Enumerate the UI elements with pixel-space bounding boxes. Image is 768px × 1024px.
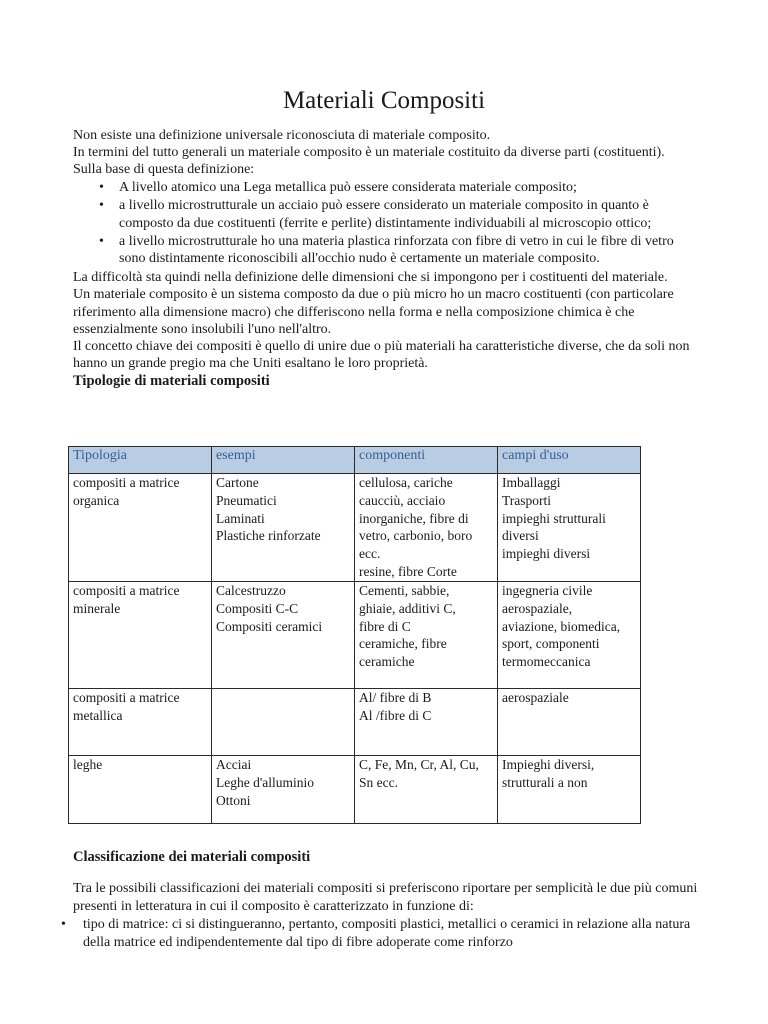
- table-header-campi: campi d'uso: [498, 447, 641, 474]
- cell-line: Al/ fibre di B: [359, 690, 432, 705]
- classification-bullet-1: • tipo di matrice: ci si distingueranno, pertanto, compositi plastici, metallici o ceramici in relazione alla natura della matrice ed indipendentemente dal tipo di fibre adoperate come rinforzo: [61, 916, 703, 952]
- cell-line: compositi a matrice: [73, 583, 180, 598]
- cell-line: C, Fe, Mn, Cr, Al, Cu,: [359, 757, 479, 772]
- table-header-componenti: componenti: [355, 447, 498, 474]
- intro-paragraph-4: La difficoltà sta quindi nella definizione delle dimensioni che si impongono per i costituenti del materiale.: [73, 270, 668, 286]
- cell-line: Sn ecc.: [359, 774, 398, 790]
- cell-componenti: [355, 474, 498, 582]
- cell-componenti: [355, 582, 498, 689]
- cell-line: cellulosa, cariche: [359, 475, 453, 490]
- cell-line: Al /fibre di C: [359, 707, 432, 723]
- table-row: [69, 474, 641, 582]
- classification-paragraph: Tra le possibili classificazioni dei materiali compositi si preferiscono riportare per semplicità le due più comuni presenti in letteratura in cui il composito è caratterizzato in funzione di:: [73, 881, 698, 914]
- intro-section: [73, 127, 698, 390]
- cell-line: impieghi strutturali: [502, 510, 606, 526]
- cell-line: Ottoni: [216, 792, 251, 808]
- cell-line: Imballaggi: [502, 475, 561, 490]
- cell-line: Plastiche rinforzate: [216, 528, 321, 544]
- cell-line: ceramiche: [359, 654, 415, 670]
- cell-line: sport, componenti: [502, 636, 600, 652]
- composites-table: [68, 446, 641, 824]
- intro-bullet-list: [73, 179, 698, 268]
- cell-line: aviazione, biomedica,: [502, 618, 621, 634]
- cell-line: Trasporti: [502, 492, 552, 508]
- cell-tipologia: [69, 582, 212, 689]
- table-row: [69, 582, 641, 689]
- intro-bullet-3: • a livello microstrutturale ho una materia plastica rinforzata con fibre di vetro in cui le fibre di vetro sono distintamente riconoscibili all'occhio nudo è certamente un materiale composito.: [119, 233, 698, 267]
- table-header-tipologia: Tipologia: [69, 447, 212, 474]
- intro-bullet-1: • A livello atomico una Lega metallica può essere considerata materiale composito;: [119, 179, 698, 196]
- table-header-esempi: esempi: [212, 447, 355, 474]
- cell-tipologia: [69, 689, 212, 756]
- intro-bullet-2: • a livello microstrutturale un acciaio può essere considerato un materiale composito in quanto è composto da due costituenti (ferrite e perlite) distintamente individuabili al microscopio ottico;: [119, 197, 698, 231]
- classification-section: [73, 848, 703, 952]
- cell-line: Compositi C-C: [216, 600, 299, 616]
- cell-line: strutturali a non: [502, 774, 588, 790]
- cell-esempi: [212, 582, 355, 689]
- cell-line: compositi a matrice: [73, 475, 180, 490]
- cell-line: aerospaziale,: [502, 600, 573, 616]
- cell-line: caucciù, acciaio: [359, 492, 446, 508]
- section-heading-classificazione: Classificazione dei materiali compositi: [73, 849, 311, 865]
- section-heading-tipologie: Tipologie di materiali compositi: [73, 373, 270, 390]
- intro-paragraph-6: Il concetto chiave dei compositi è quello di unire due o più materiali ha caratteristiche diverse, che da soli non hanno un grande pregio ma che Uniti esaltano le loro proprietà.: [73, 338, 690, 372]
- cell-componenti: [355, 689, 498, 756]
- cell-line: Cementi, sabbie,: [359, 583, 450, 598]
- page-title: Materiali Compositi: [282, 87, 486, 114]
- table-row: [69, 756, 641, 824]
- cell-line: fibre di C: [359, 618, 411, 634]
- cell-line: vetro, carbonio, boro: [359, 528, 473, 544]
- cell-line: Impieghi diversi,: [502, 757, 595, 772]
- cell-line: ghiaie, additivi C,: [359, 600, 456, 616]
- cell-line: metallica: [73, 707, 123, 723]
- cell-line: impieghi diversi: [502, 546, 591, 562]
- cell-line: organica: [73, 492, 120, 508]
- cell-line: Cartone: [216, 475, 259, 490]
- cell-line: minerale: [73, 600, 121, 616]
- cell-campi: [498, 756, 641, 824]
- cell-componenti: [355, 756, 498, 824]
- cell-line: compositi a matrice: [73, 690, 180, 705]
- cell-line: ceramiche, fibre: [359, 636, 447, 652]
- cell-line: Calcestruzzo: [216, 583, 286, 598]
- cell-line: Leghe d'alluminio: [216, 774, 315, 790]
- cell-line: ingegneria civile: [502, 583, 593, 598]
- cell-line: aerospaziale: [502, 690, 569, 705]
- cell-line: Laminati: [216, 510, 265, 526]
- cell-esempi: [212, 474, 355, 582]
- cell-line: ecc.: [359, 546, 381, 562]
- intro-paragraph-3: Sulla base di questa definizione:: [73, 162, 255, 178]
- cell-esempi: [212, 756, 355, 824]
- cell-tipologia: [69, 756, 212, 824]
- cell-tipologia: [69, 474, 212, 582]
- cell-line: diversi: [502, 528, 539, 544]
- intro-paragraph-5: Un materiale composito è un sistema composto da due o più micro ho un macro costituenti (con particolare riferimento alla dimensione macro) che differiscono nella forma e nella composizione chimica è che essenzialmente sono insolubili l'uno nell'altro.: [73, 287, 674, 337]
- cell-line: inorganiche, fibre di: [359, 510, 469, 526]
- cell-campi: [498, 582, 641, 689]
- intro-paragraph-2: In termini del tutto generali un materiale composito è un materiale costituito da diverse parti (costituenti).: [73, 145, 665, 161]
- cell-line: Pneumatici: [216, 492, 277, 508]
- cell-line: Acciai: [216, 757, 252, 772]
- cell-campi: [498, 474, 641, 582]
- cell-line: resine, fibre Corte: [359, 563, 457, 579]
- table-header-row: [69, 447, 641, 474]
- cell-line: termomeccanica: [502, 654, 591, 670]
- intro-paragraph-1: Non esiste una definizione universale riconosciuta di materiale composito.: [73, 128, 491, 143]
- cell-campi: [498, 689, 641, 756]
- cell-line: Compositi ceramici: [216, 618, 323, 634]
- cell-esempi: [212, 689, 355, 756]
- table-row: [69, 689, 641, 756]
- cell-line: leghe: [73, 757, 103, 772]
